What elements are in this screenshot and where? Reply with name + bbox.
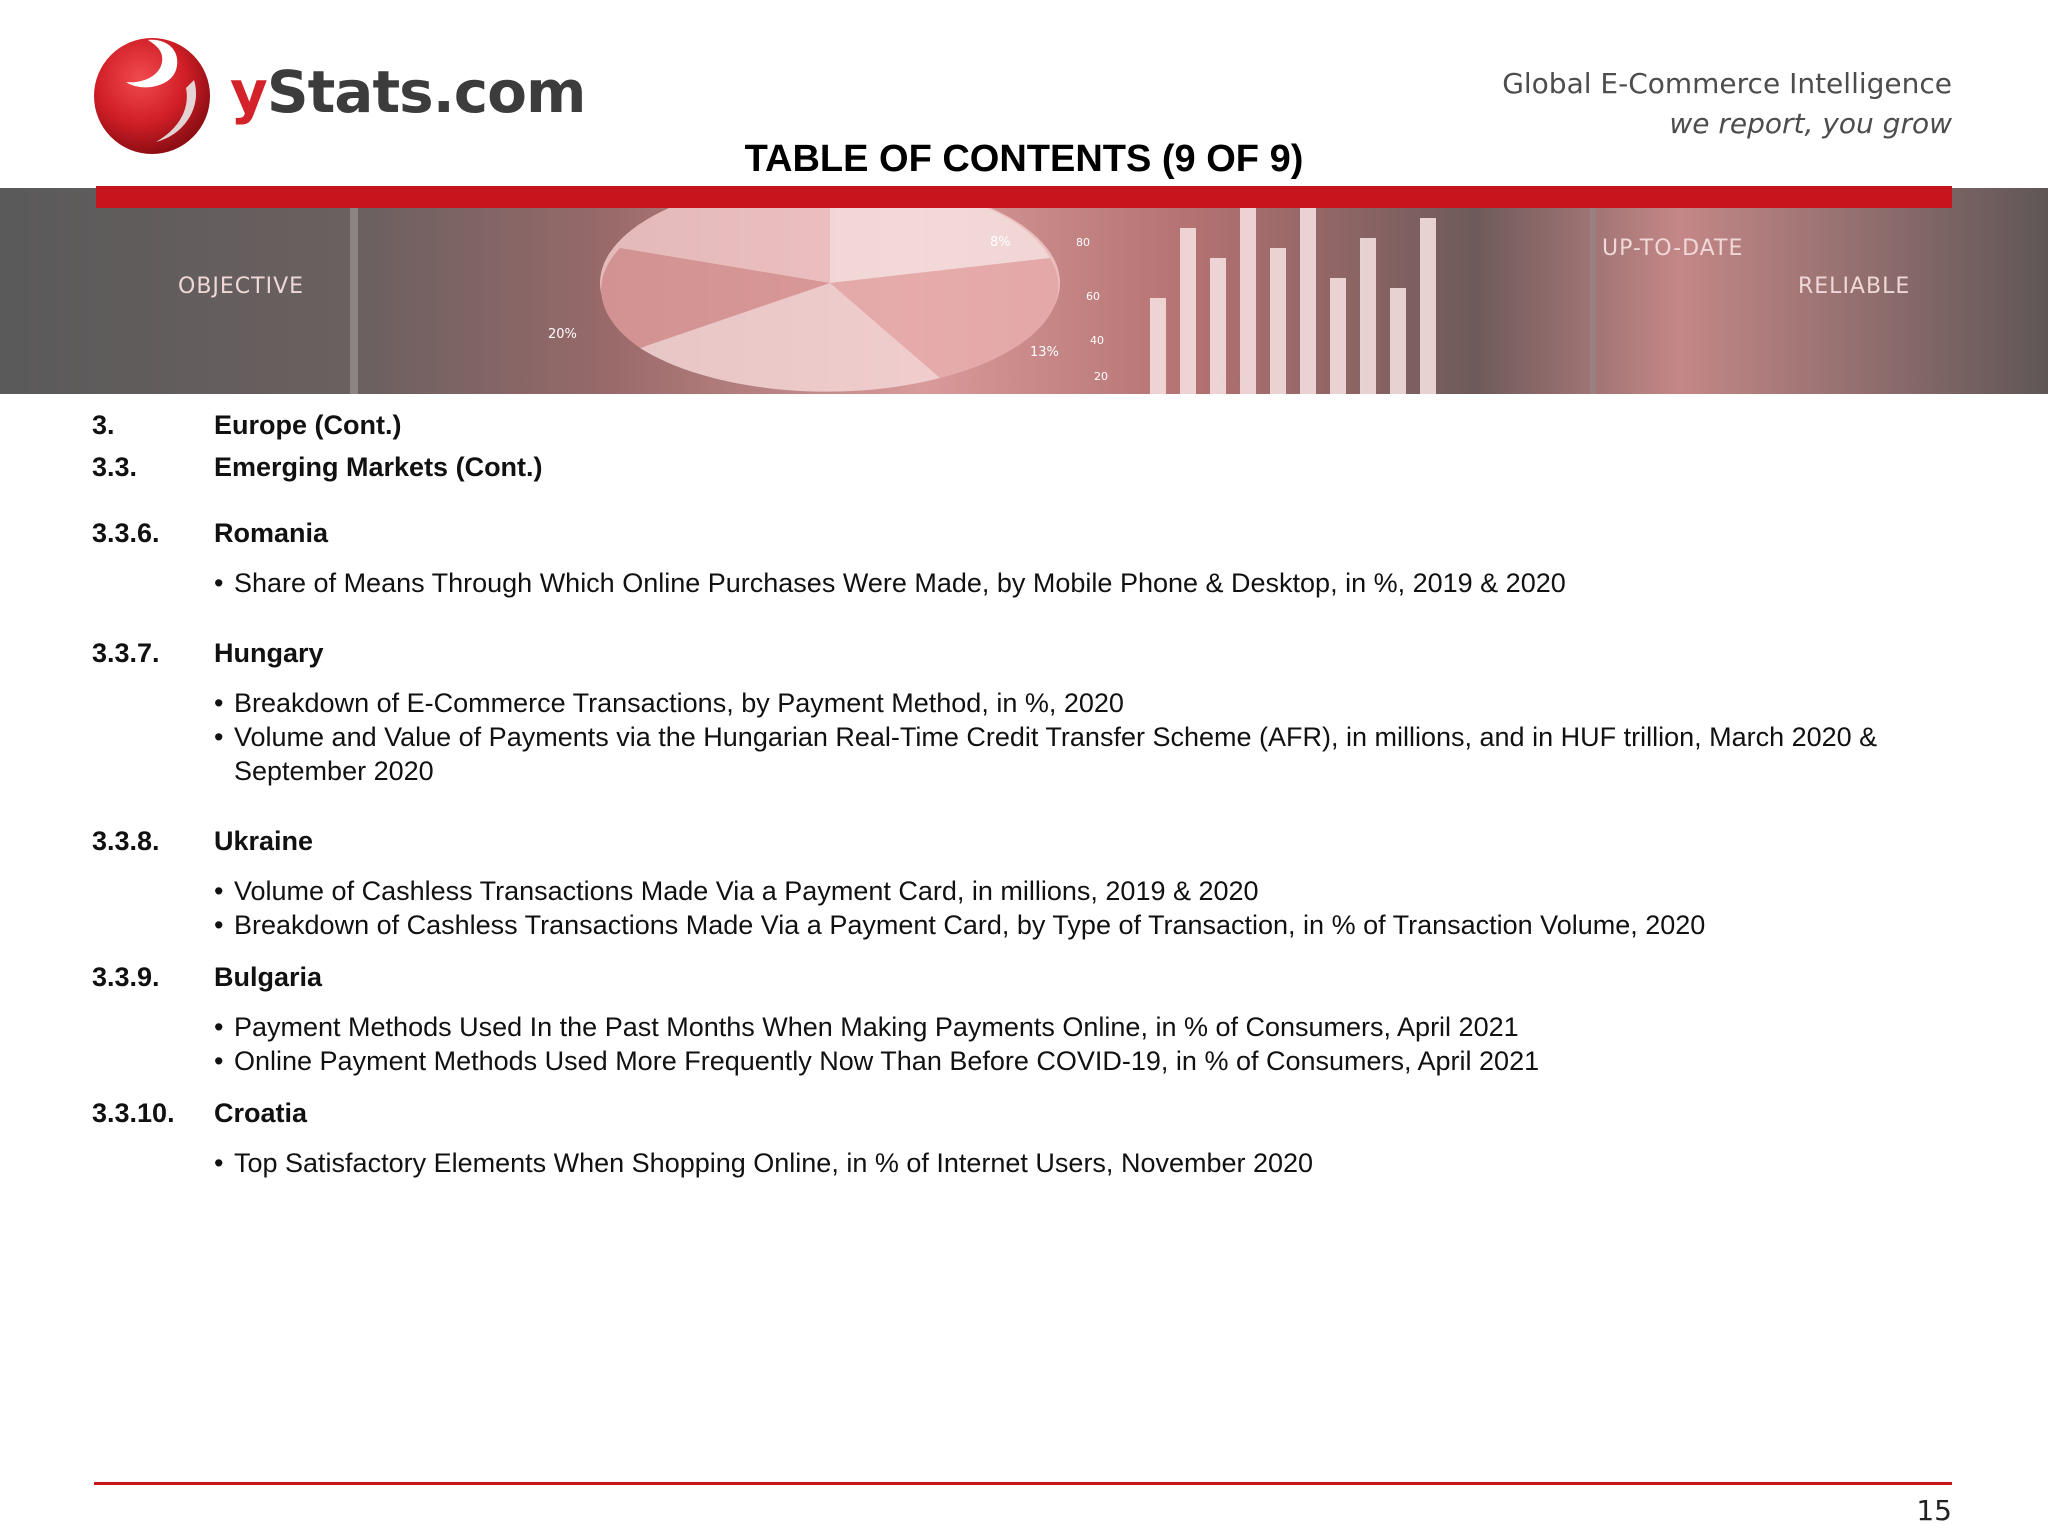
svg-text:20: 20 (1094, 370, 1108, 383)
toc-section-hungary (92, 638, 1972, 826)
banner-red-bar (96, 186, 1952, 208)
toc-section-heading[interactable] (92, 638, 1972, 678)
svg-text:13%: 13% (1030, 345, 1059, 360)
svg-text:60: 60 (1086, 290, 1100, 303)
toc-item[interactable]: • Breakdown of Cashless Transactions Made Via a Payment Card, by Type of Transaction, in % of Transaction Volume, 2020 (214, 908, 1972, 942)
toc-item[interactable]: • Volume and Value of Payments via the Hungarian Real-Time Credit Transfer Scheme (AFR), in millions, and in HUF trillion, March 2020 & September 2020 (214, 720, 1972, 788)
toc-section-title: Romania (214, 518, 329, 548)
toc-content (92, 400, 1972, 1198)
page-number: 15 (1916, 1494, 1952, 1527)
toc-section-number: 3.3.9. (92, 962, 160, 992)
toc-section-bulgaria (92, 962, 1972, 1098)
toc-section-title: Bulgaria (214, 962, 323, 992)
footer-divider (94, 1482, 1952, 1485)
toc-section-heading[interactable] (92, 826, 1972, 866)
logo-wordmark: yStats.com (230, 58, 586, 126)
banner-word-up-to-date: UP-TO-DATE (1602, 236, 1744, 261)
toc-item-list (214, 686, 1972, 788)
svg-text:20%: 20% (548, 327, 577, 342)
toc-section-croatia (92, 1098, 1972, 1198)
header-banner (0, 188, 2048, 394)
banner-word-objective: OBJECTIVE (178, 274, 305, 299)
toc-chapter[interactable] (92, 400, 1972, 452)
toc-subchapter-title: Emerging Markets (Cont.) (214, 452, 543, 482)
tagline-primary: Global E-Commerce Intelligence (1502, 67, 1952, 100)
toc-section-title: Croatia (214, 1098, 308, 1128)
banner-bar-chart (1150, 202, 1436, 394)
toc-section-title: Ukraine (214, 826, 314, 856)
svg-text:80: 80 (1076, 236, 1090, 249)
svg-text:40: 40 (1090, 334, 1104, 347)
toc-item[interactable]: • Online Payment Methods Used More Frequently Now Than Before COVID-19, in % of Consumers, April 2021 (214, 1044, 1972, 1078)
toc-item-list (214, 1146, 1972, 1180)
toc-section-romania (92, 518, 1972, 638)
toc-item[interactable]: • Top Satisfactory Elements When Shopping Online, in % of Internet Users, November 2020 (214, 1146, 1972, 1180)
tagline (1502, 64, 1952, 144)
toc-section-number: 3.3.6. (92, 518, 160, 548)
toc-section-ukraine (92, 826, 1972, 962)
page-title: TABLE OF CONTENTS (9 OF 9) (744, 138, 1304, 180)
svg-text:8%: 8% (990, 235, 1011, 250)
toc-section-number: 3.3.10. (92, 1098, 175, 1128)
toc-section-heading[interactable] (92, 1098, 1972, 1138)
toc-subchapter[interactable] (92, 452, 1972, 518)
tagline-secondary: we report, you grow (1669, 107, 1952, 140)
toc-subchapter-number: 3.3. (92, 452, 138, 482)
toc-item-list (214, 874, 1972, 942)
toc-item-list (214, 1010, 1972, 1078)
toc-item[interactable]: • Share of Means Through Which Online Purchases Were Made, by Mobile Phone & Desktop, in %, 2019 & 2020 (214, 566, 1972, 600)
banner-graphic (0, 188, 2048, 394)
toc-section-title: Hungary (214, 638, 324, 668)
toc-section-number: 3.3.7. (92, 638, 160, 668)
banner-pie-chart (600, 188, 1060, 392)
toc-item-list (214, 566, 1972, 600)
toc-item[interactable]: • Payment Methods Used In the Past Months When Making Payments Online, in % of Consumers, April 2021 (214, 1010, 1972, 1044)
toc-section-heading[interactable] (92, 962, 1972, 1002)
toc-item[interactable]: • Volume of Cashless Transactions Made Via a Payment Card, in millions, 2019 & 2020 (214, 874, 1972, 908)
toc-item[interactable]: • Breakdown of E-Commerce Transactions, by Payment Method, in %, 2020 (214, 686, 1972, 720)
toc-chapter-title: Europe (Cont.) (214, 410, 402, 440)
toc-section-number: 3.3.8. (92, 826, 160, 856)
toc-chapter-number: 3. (92, 410, 115, 440)
toc-section-heading[interactable] (92, 518, 1972, 558)
banner-word-reliable: RELIABLE (1798, 274, 1911, 299)
